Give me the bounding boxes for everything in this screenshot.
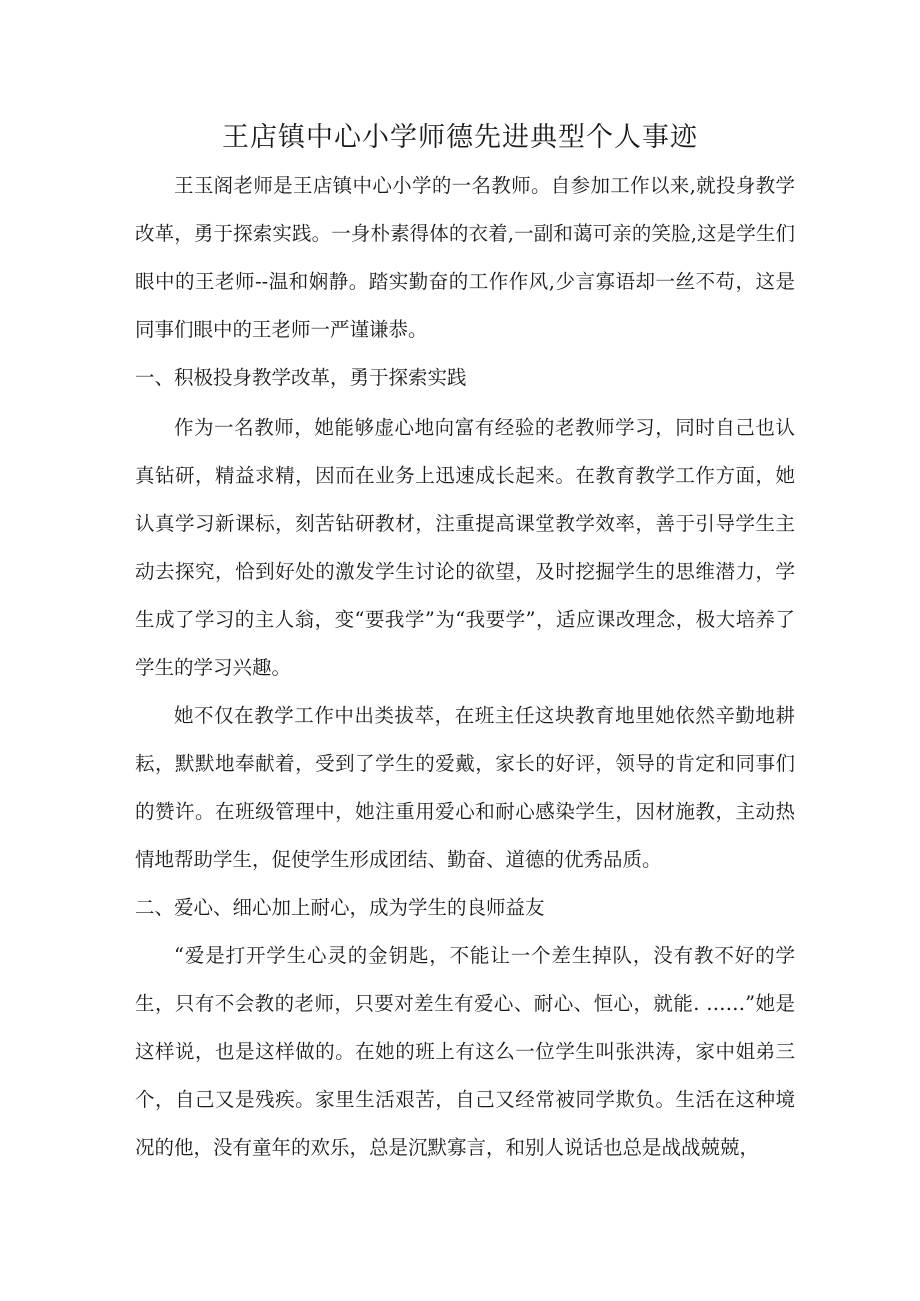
paragraph-student-care: “爱是打开学生心灵的金钥匙，不能让一个差生掉队，没有教不好的学生，只有不会教的老师，只要对差生有爱心、耐心、恒心，就能. ……”她是这样说，也是这样做的。在她的班上有这么一位学生叫张洪涛，家中姐弟三个，自己又是残疾。家里生活艰苦，自己又经常被同学欺负。生活在这种境况的他，没有童年的欢乐，总是沉默寡言，和别人说话也总是战战兢兢， — [135, 944, 795, 1159]
document-title: 王店镇中心小学师德先进典型个人事迹 — [222, 122, 698, 153]
paragraph-teaching: 作为一名教师，她能够虚心地向富有经验的老教师学习，同时自己也认真钻研，精益求精，因而在业务上迅速成长起来。在教育教学工作方面，她认真学习新课标，刻苦钻研教材，注重提高课堂教学效率，善于引导学生主动去探究，恰到好处的激发学生讨论的欲望，及时挖掘学生的思维潜力，学生成了学习的主人翁，变“要我学”为“我要学”，适应课改理念，极大培养了学生的学习兴趣。 — [135, 416, 795, 679]
paragraph-intro: 王玉阁老师是王店镇中心小学的一名教师。自参加工作以来,就投身教学改革，勇于探索实践。一身朴素得体的衣着,一副和蔼可亲的笑脸,这是学生们眼中的王老师--温和娴静。踏实勤奋的工作作风,少言寡语却一丝不苟，这是同事们眼中的王老师一严谨谦恭。 — [135, 174, 795, 341]
paragraph-class-management: 她不仅在教学工作中出类拔萃，在班主任这块教育地里她依然辛勤地耕耘，默默地奉献着，受到了学生的爱戴，家长的好评，领导的肯定和同事们的赞许。在班级管理中，她注重用爱心和耐心感染学生，因材施教，主动热情地帮助学生，促使学生形成团结、勤奋、道德的优秀品质。 — [135, 704, 795, 871]
section-heading-2: 二、爱心、细心加上耐心，成为学生的良师益友 — [135, 896, 545, 919]
section-heading-1: 一、积极投身教学改革，勇于探索实践 — [135, 366, 467, 389]
